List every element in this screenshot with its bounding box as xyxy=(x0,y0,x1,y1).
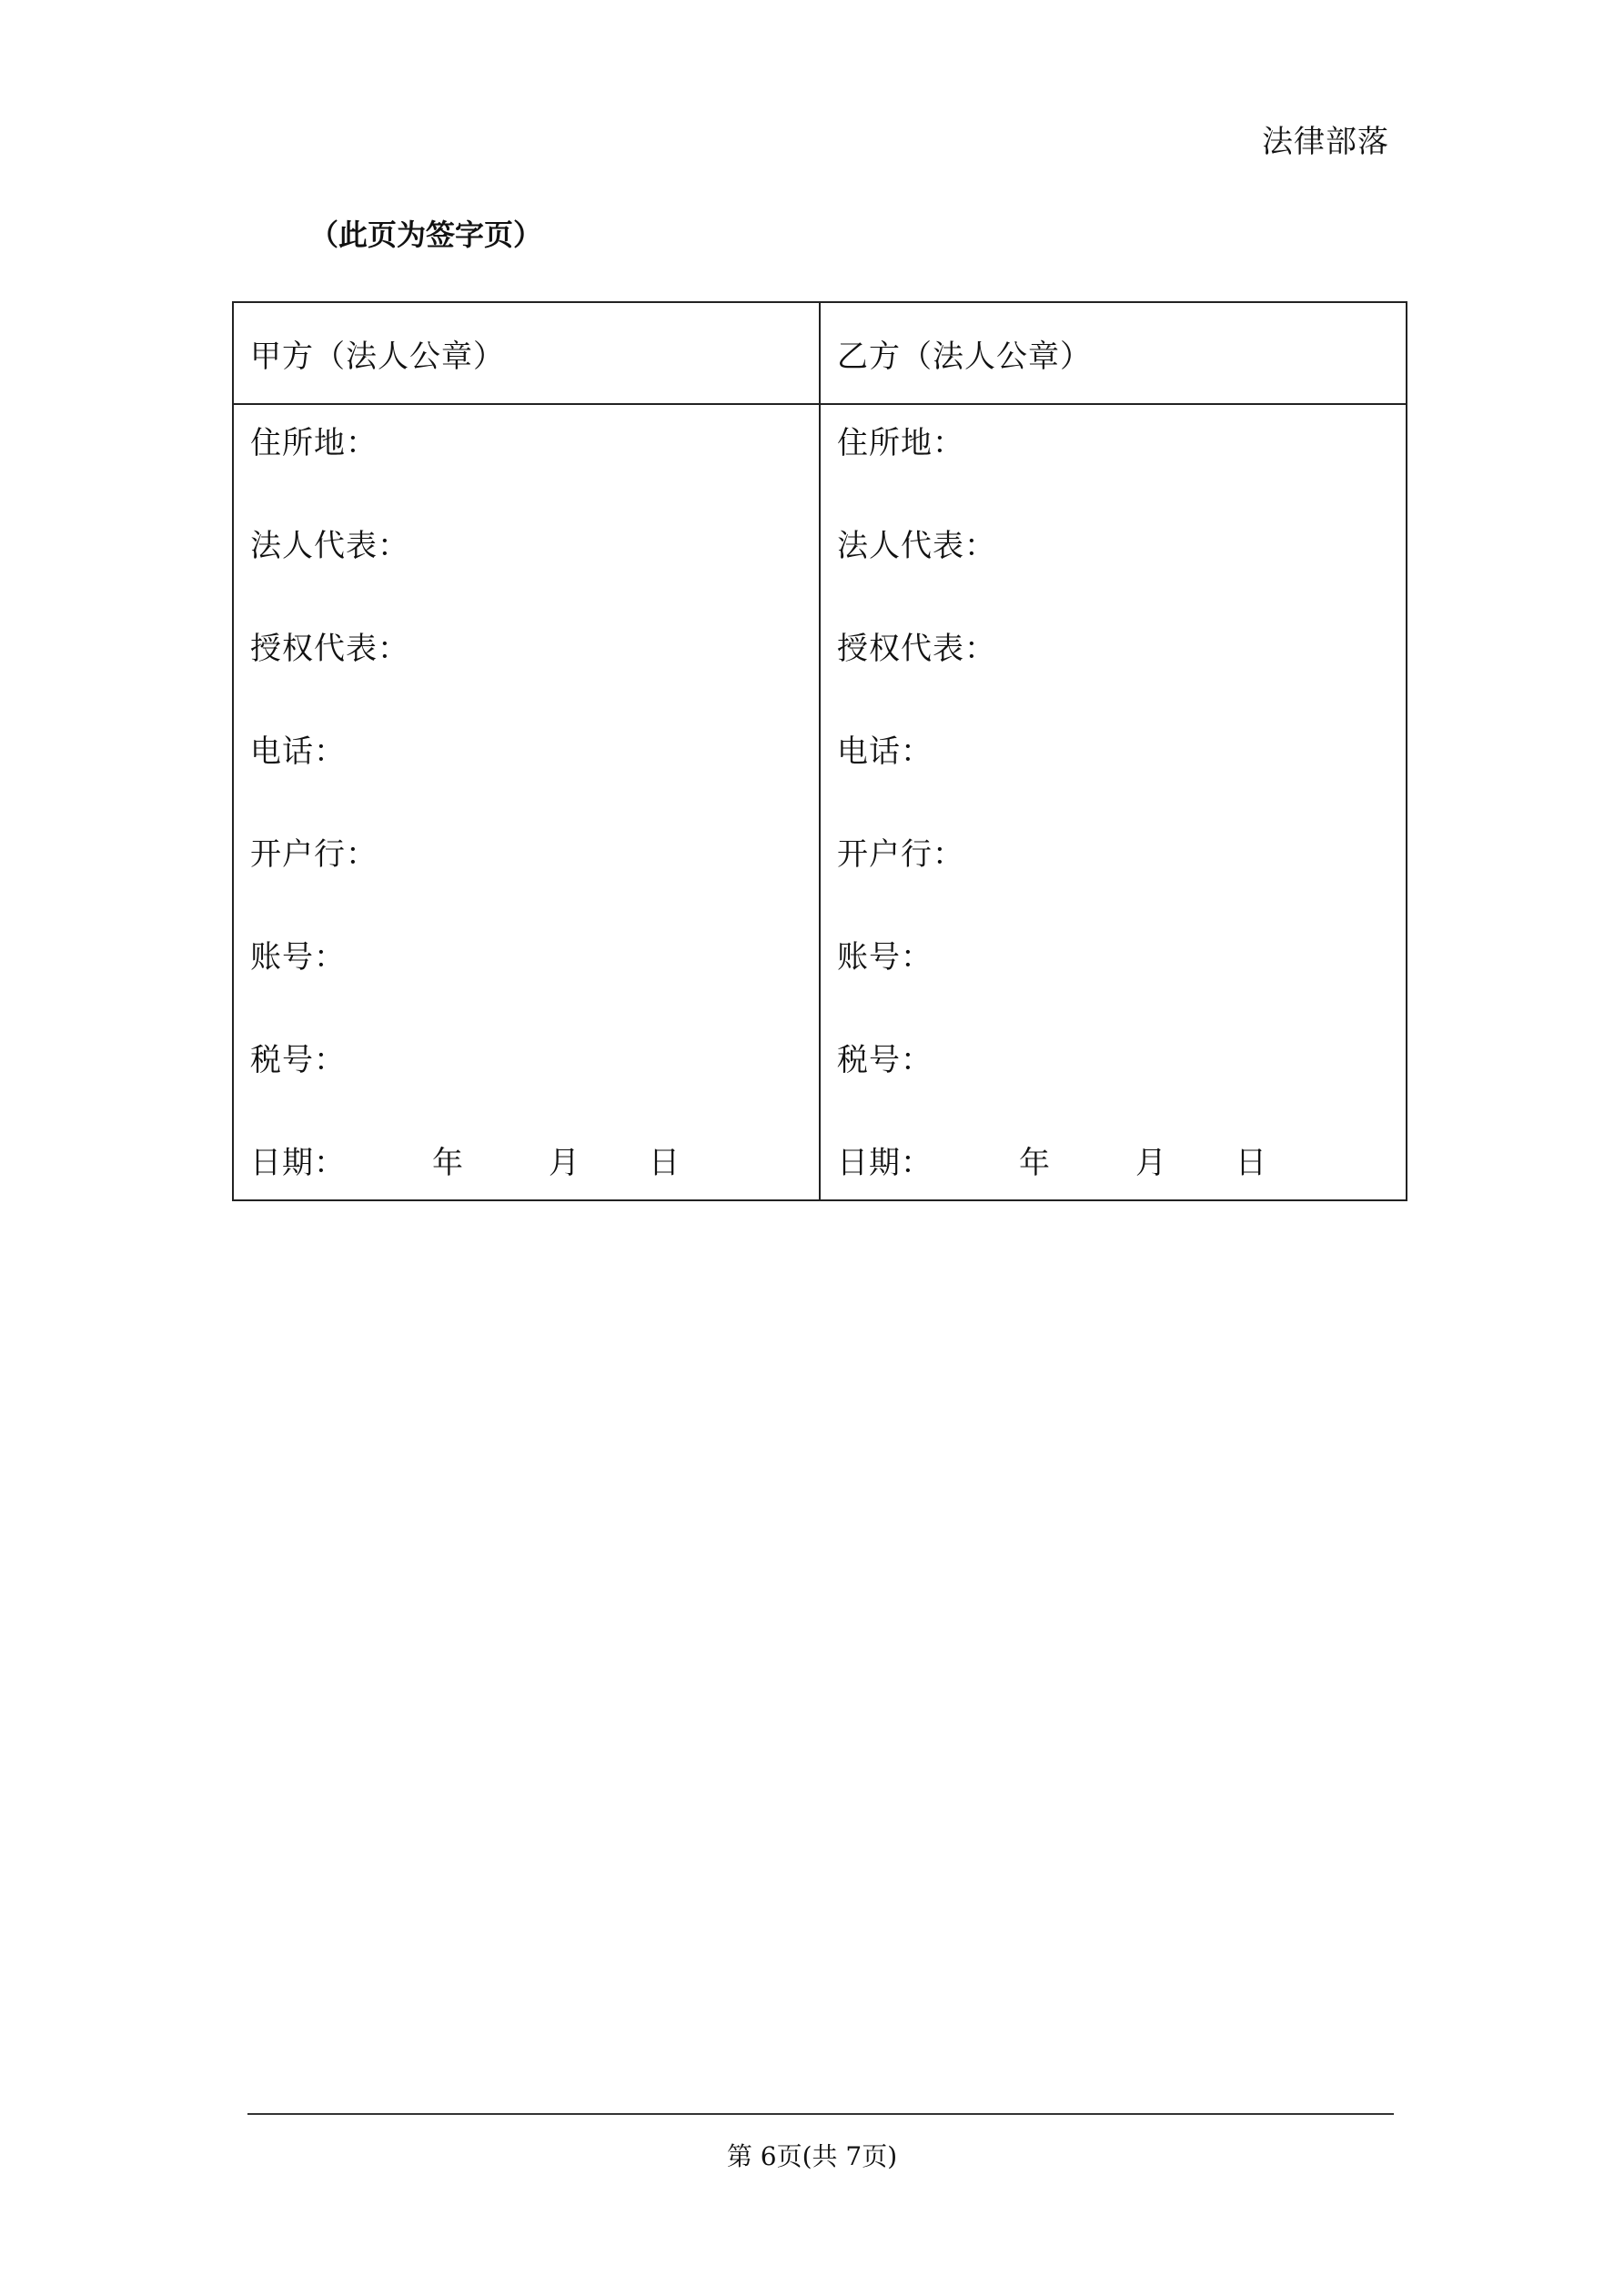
party-b-info-cell xyxy=(820,404,1407,1200)
party-a-date-day: 日 xyxy=(649,1145,681,1181)
party-b-date-label: 日期： xyxy=(837,1145,933,1181)
party-a-address-label: 住所地： xyxy=(250,425,378,461)
party-b-title: 乙方（法人公章） xyxy=(837,338,1092,375)
party-b-legal-rep-label: 法人代表： xyxy=(837,528,996,564)
party-a-tax-id-label: 税号： xyxy=(250,1042,346,1078)
party-a-legal-rep-label: 法人代表： xyxy=(250,528,409,564)
party-a-date-label: 日期： xyxy=(250,1145,346,1181)
party-b-bank-label: 开户行： xyxy=(837,836,964,873)
party-a-info-cell xyxy=(233,404,820,1200)
party-a-title: 甲方（法人公章） xyxy=(250,338,505,375)
footer-divider xyxy=(247,2113,1394,2115)
signature-table xyxy=(232,301,1407,1201)
party-a-date-month: 月 xyxy=(549,1145,580,1181)
table-body-row xyxy=(233,404,1407,1200)
party-b-date-month: 月 xyxy=(1135,1145,1167,1181)
party-b-authorized-rep-label: 授权代表： xyxy=(837,631,996,667)
table-header-row xyxy=(233,302,1407,404)
party-b-header-cell xyxy=(820,302,1407,404)
party-b-date-year: 年 xyxy=(1019,1145,1051,1181)
header-brand: 法律部落 xyxy=(1262,124,1389,160)
party-a-phone-label: 电话： xyxy=(250,733,346,770)
party-b-tax-id-label: 税号： xyxy=(837,1042,933,1078)
party-b-phone-label: 电话： xyxy=(837,733,933,770)
signature-page-note: （此页为签字页） xyxy=(309,217,543,252)
party-a-header-cell xyxy=(233,302,820,404)
party-a-field-list xyxy=(234,405,819,1199)
party-a-bank-label: 开户行： xyxy=(250,836,378,873)
party-a-authorized-rep-label: 授权代表： xyxy=(250,631,409,667)
party-b-date-line xyxy=(821,1145,1406,1199)
party-b-date-day: 日 xyxy=(1236,1145,1267,1181)
party-b-field-list xyxy=(821,405,1406,1199)
page-number: 第 6页(共 7页) xyxy=(726,2141,898,2171)
party-b-account-label: 账号： xyxy=(837,939,933,976)
party-a-date-year: 年 xyxy=(432,1145,464,1181)
party-a-account-label: 账号： xyxy=(250,939,346,976)
party-b-address-label: 住所地： xyxy=(837,425,964,461)
party-a-date-line xyxy=(234,1145,819,1199)
